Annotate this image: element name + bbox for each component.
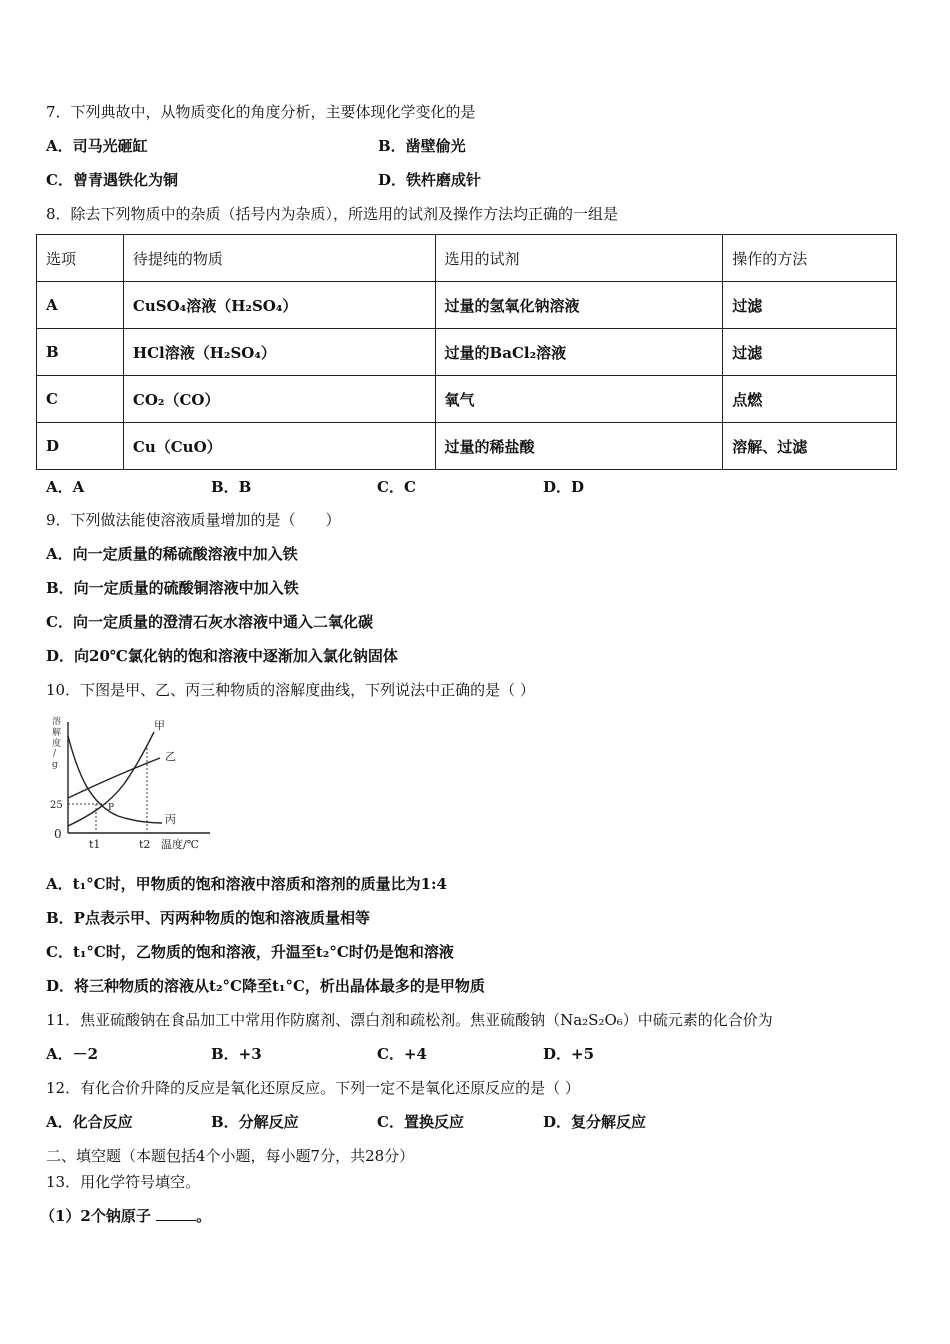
curve-bing xyxy=(68,736,162,823)
q12-stem: 12．有化合价升降的反应是氧化还原反应。下列一定不是氧化还原反应的是（ ） xyxy=(46,1079,580,1097)
q8-option-a: A．A xyxy=(46,478,85,496)
q7-option-d: D．铁杵磨成针 xyxy=(378,171,482,189)
table-header-cell: 操作的方法 xyxy=(723,235,897,282)
q12-option-d: D．复分解反应 xyxy=(543,1113,647,1131)
q13-sub1 xyxy=(40,1206,211,1226)
answer-blank[interactable] xyxy=(156,1206,196,1221)
y-axis-label-char: 度 xyxy=(52,739,62,749)
q10-stem: 10．下图是甲、乙、丙三种物质的溶解度曲线，下列说法中正确的是（ ） xyxy=(46,681,535,699)
table-cell: 氧气 xyxy=(435,376,723,423)
table-cell: A xyxy=(37,282,124,329)
table-cell: 过量的稀盐酸 xyxy=(435,423,723,470)
q13-stem: 13．用化学符号填空。 xyxy=(46,1173,201,1191)
q7-option-b: B．凿壁偷光 xyxy=(378,137,466,155)
q13-sub1-end: 。 xyxy=(196,1207,212,1225)
y-axis-label-char: g xyxy=(52,760,58,770)
q8-option-d: D．D xyxy=(543,478,585,496)
q9-option-d: D．向20℃氯化钠的饱和溶液中逐渐加入氯化钠固体 xyxy=(46,647,398,665)
y-axis-label-char: 溶 xyxy=(52,717,62,727)
table-cell: 点燃 xyxy=(723,376,897,423)
curve-yi-label: 乙 xyxy=(165,750,176,763)
table-cell: Cu（CuO） xyxy=(123,423,435,470)
q10-option-c: C．t₁°C时，乙物质的饱和溶液，升温至t₂°C时仍是饱和溶液 xyxy=(46,943,454,961)
y-axis-label-char: / xyxy=(53,749,57,759)
q8-table xyxy=(36,234,897,470)
q8-option-c: C．C xyxy=(377,478,416,496)
origin-label: 0 xyxy=(54,827,62,841)
table-row xyxy=(37,329,897,376)
point-p-label: P xyxy=(108,803,115,813)
q7-stem: 7．下列典故中，从物质变化的角度分析，主要体现化学变化的是 xyxy=(46,103,476,121)
table-cell: CO₂（CO） xyxy=(123,376,435,423)
q8-stem: 8．除去下列物质中的杂质（括号内为杂质），所选用的试剂及操作方法均正确的一组是 xyxy=(46,205,619,223)
q10-option-b: B．P点表示甲、丙两种物质的饱和溶液质量相等 xyxy=(46,909,370,927)
table-cell: 过滤 xyxy=(723,282,897,329)
q9-stem: 9．下列做法能使溶液质量增加的是（ ） xyxy=(46,511,341,529)
q13-sub1-text: （1）2个钠原子 xyxy=(40,1207,151,1225)
q8-option-b: B．B xyxy=(211,478,252,496)
table-row xyxy=(37,376,897,423)
section-heading: 二、填空题（本题包括4个小题，每小题7分，共28分） xyxy=(46,1147,415,1165)
q10-option-a: A．t₁°C时，甲物质的饱和溶液中溶质和溶剂的质量比为1:4 xyxy=(46,875,447,893)
q11-option-b: B．+3 xyxy=(211,1045,262,1063)
x-axis-label: 温度/℃ xyxy=(161,838,200,851)
table-cell: C xyxy=(37,376,124,423)
table-header-cell: 选项 xyxy=(37,235,124,282)
table-row xyxy=(37,423,897,470)
q9-option-b: B．向一定质量的硫酸铜溶液中加入铁 xyxy=(46,579,299,597)
x-tick-t2: t2 xyxy=(139,838,151,851)
q7-option-a: A．司马光砸缸 xyxy=(46,137,148,155)
q11-option-d: D．+5 xyxy=(543,1045,595,1063)
table-cell: CuSO₄溶液（H₂SO₄） xyxy=(123,282,435,329)
table-cell: D xyxy=(37,423,124,470)
table-cell: 过滤 xyxy=(723,329,897,376)
q11-option-c: C．+4 xyxy=(377,1045,427,1063)
table-cell: 过量的BaCl₂溶液 xyxy=(435,329,723,376)
curve-jia-label: 甲 xyxy=(154,719,165,732)
q12-option-b: B．分解反应 xyxy=(211,1113,299,1131)
q9-option-c: C．向一定质量的澄清石灰水溶液中通入二氧化碳 xyxy=(46,613,373,631)
table-cell: 过量的氢氧化钠溶液 xyxy=(435,282,723,329)
table-cell: HCl溶液（H₂SO₄） xyxy=(123,329,435,376)
q12-option-a: A．化合反应 xyxy=(46,1113,133,1131)
q7-option-c: C．曾青遇铁化为铜 xyxy=(46,171,178,189)
table-cell: 溶解、过滤 xyxy=(723,423,897,470)
table-cell: B xyxy=(37,329,124,376)
y-axis-label-char: 解 xyxy=(52,728,62,738)
y-tick-25: 25 xyxy=(50,800,63,811)
table-header-row xyxy=(37,235,897,282)
q11-stem: 11．焦亚硫酸钠在食品加工中常用作防腐剂、漂白剂和疏松剂。焦亚硫酸钠（Na₂S₂O₆）中硫元素的化合价为 xyxy=(46,1011,773,1029)
q10-option-d: D．将三种物质的溶液从t₂°C降至t₁°C，析出晶体最多的是甲物质 xyxy=(46,977,485,995)
table-header-cell: 选用的试剂 xyxy=(435,235,723,282)
table-row xyxy=(37,282,897,329)
table-header-cell: 待提纯的物质 xyxy=(123,235,435,282)
curve-bing-label: 丙 xyxy=(165,813,176,826)
q12-option-c: C．置换反应 xyxy=(377,1113,464,1131)
q9-option-a: A．向一定质量的稀硫酸溶液中加入铁 xyxy=(46,545,298,563)
solubility-curve-figure xyxy=(44,712,224,858)
x-tick-t1: t1 xyxy=(89,838,101,851)
q11-option-a: A．－2 xyxy=(46,1045,99,1063)
